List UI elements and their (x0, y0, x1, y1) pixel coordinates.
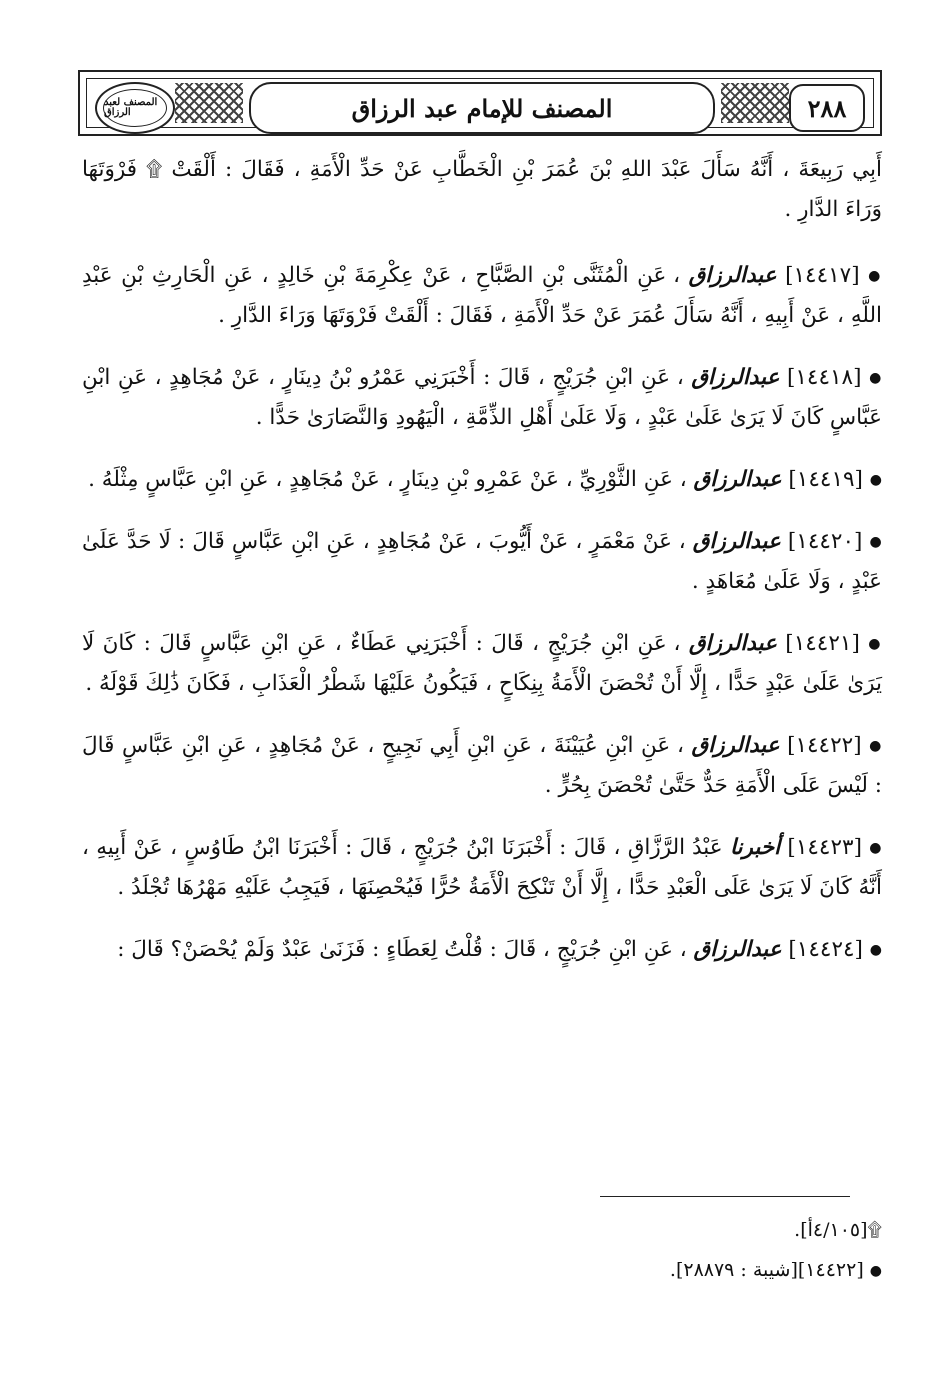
hadith-paragraph (82, 256, 882, 336)
paragraph-text: أَبِي رَبِيعَةَ ، أَنَّهُ سَأَلَ عَبْدَ اللهِ بْنَ عُمَرَ بْنِ الْخَطَّابِ عَنْ حَدِّ الْأَمَةِ ، فَقَالَ : أَلْقَتْ ۩ فَرْوَتَهَا وَرَاءَ الدَّارِ . (82, 157, 883, 222)
paragraph-text: ، عَنِ ابْنِ عُيَيْنَةَ ، عَنِ ابْنِ أَبِي نَجِيحٍ ، عَنْ مُجَاهِدٍ ، عَنِ ابْنِ عَبَّاسٍ قَالَ : لَيْسَ عَلَى الْأَمَةِ حَدٌّ حَتَّىٰ تُحْصَنَ بِحُرٍّ . (82, 733, 882, 798)
hadith-number: [١٤٤١٨] (786, 365, 862, 390)
emblem-medallion (95, 82, 175, 134)
footnote (82, 1250, 882, 1291)
hadith-number: [١٤٤٢٤] (788, 937, 863, 962)
hadith-paragraph (82, 358, 882, 438)
paragraph-text: عَبْدُ الرَّزَّاقِ ، قَالَ : أَخْبَرَنَا ابْنُ جُرَيْجٍ ، قَالَ : أَخْبَرَنَا ابْنُ طَاوُسٍ ، عَنْ أَبِيهِ ، أَنَّهُ كَانَ لَا يَرَىٰ عَلَى الْعَبْدِ حَدًّا ، إِلَّا أَنْ تَنْكِحَ الْأَمَةُ حُرًّا فَيُحْصِنَهَا ، فَيَجِبُ عَلَيْهِ مَهْرُهَا تُجْلَدُ . (82, 835, 882, 900)
hadith-paragraph (82, 624, 882, 704)
source-name: عبدالرزاق (693, 937, 782, 962)
bullet-icon: ● (869, 738, 882, 754)
page-number: ٢٨٨ (789, 84, 865, 132)
source-name: عبدالرزاق (688, 631, 777, 656)
paragraph-text: ، عَنِ ابْنِ جُرَيْجٍ ، قَالَ : أَخْبَرَنِي عَمْرُو بْنُ دِينَارٍ ، عَنْ مُجَاهِدٍ ، عَنِ ابْنِ عَبَّاسٍ كَانَ لَا يَرَىٰ عَلَىٰ عَبْدٍ ، وَلَا عَلَىٰ أَهْلِ الذِّمَّةِ ، الْيَهُودِ وَالنَّصَارَىٰ حَدًّا . (82, 365, 882, 430)
footnotes (82, 1210, 882, 1291)
ornament-band-left (175, 83, 243, 123)
ornament-band-right (721, 83, 789, 123)
bullet-icon: ● (869, 472, 882, 488)
hadith-paragraph (82, 726, 882, 806)
source-name: عبدالرزاق (691, 365, 780, 390)
source-name: عبدالرزاق (692, 529, 781, 554)
bullet-icon: ● (869, 942, 882, 958)
main-text (82, 150, 882, 992)
hadith-number: [١٤٤٢٠] (787, 529, 863, 554)
hadith-paragraph (82, 828, 882, 908)
hadith-number: [١٤٤٢٣] (787, 835, 862, 860)
source-name: عبدالرزاق (691, 733, 780, 758)
bullet-icon: ● (869, 370, 883, 386)
footnote (82, 1210, 882, 1250)
paragraph-text: ، عَنِ ابْنِ جُرَيْجٍ ، قَالَ : أَخْبَرَنِي عَطَاءٌ ، عَنِ ابْنِ عَبَّاسٍ قَالَ : كَانَ لَا يَرَىٰ عَلَىٰ عَبْدٍ حَدًّا ، إِلَّا أَنْ تُحْصَنَ الْأَمَةُ بِنِكَاحٍ ، فَيَكُونُ عَلَيْهَا شَطْرُ الْعَذَابِ ، فَكَانَ ذَٰلِكَ قَوْلَهُ . (82, 631, 882, 696)
hadith-paragraph (82, 460, 882, 500)
hadith-number: [١٤٤٢١] (785, 631, 860, 656)
hadith-paragraph (82, 930, 882, 970)
hadith-number: [١٤٤١٧] (785, 263, 860, 288)
bullet-icon: ● (869, 840, 882, 856)
bullet-icon: ● (869, 1263, 882, 1279)
hadith-number: [١٤٤٢٢] (787, 733, 862, 758)
paragraph-text: ، عَنِ ابْنِ جُرَيْجٍ ، قَالَ : قُلْتُ لِعَطَاءٍ : فَزَنَىٰ عَبْدٌ وَلَمْ يُحْصَنْ؟ قَالَ : (117, 937, 687, 962)
footnote-text: [١٤٤٢٢][شيبة : ٢٨٨٧٩]. (669, 1259, 864, 1281)
footnote-text: ۩[٤/١٠٥أ]. (794, 1219, 882, 1241)
running-title: المصنف للإمام عبد الرزاق (249, 82, 715, 134)
footnote-separator (600, 1196, 850, 1197)
hadith-paragraph (82, 522, 882, 602)
bullet-icon: ● (869, 534, 882, 550)
header-frame (86, 78, 874, 128)
emblem-text: المصنف لعبد الرزاق (103, 89, 167, 127)
bullet-icon: ● (868, 636, 882, 652)
source-name: أخبرنا (729, 835, 781, 860)
paragraph-text: ، عَنِ الثَّوْرِيِّ ، عَنْ عَمْرِو بْنِ دِينَارٍ ، عَنْ مُجَاهِدٍ ، عَنِ ابْنِ عَبَّاسٍ مِثْلَهُ . (88, 467, 687, 492)
paragraph-text: ، عَنْ مَعْمَرٍ ، عَنْ أَيُّوبَ ، عَنْ مُجَاهِدٍ ، عَنِ ابْنِ عَبَّاسٍ قَالَ : لَا حَدَّ عَلَىٰ عَبْدٍ ، وَلَا عَلَىٰ مُعَاهَدٍ . (82, 529, 882, 594)
paragraph-continuation (82, 150, 882, 230)
page-header (78, 70, 882, 136)
hadith-number: [١٤٤١٩] (788, 467, 863, 492)
bullet-icon: ● (868, 268, 882, 284)
source-name: عبدالرزاق (688, 263, 777, 288)
paragraph-text: ، عَنِ الْمُثَنَّى بْنِ الصَّبَّاحِ ، عَنْ عِكْرِمَةَ بْنِ خَالِدٍ ، عَنِ الْحَارِثِ بْنِ عَبْدِ اللَّهِ ، عَنْ أَبِيهِ ، أَنَّهُ سَأَلَ عُمَرَ عَنْ حَدِّ الْأَمَةِ ، فَقَالَ : أَلْقَتْ فَرْوَتَهَا وَرَاءَ الدَّارِ . (82, 263, 882, 328)
source-name: عبدالرزاق (693, 467, 782, 492)
